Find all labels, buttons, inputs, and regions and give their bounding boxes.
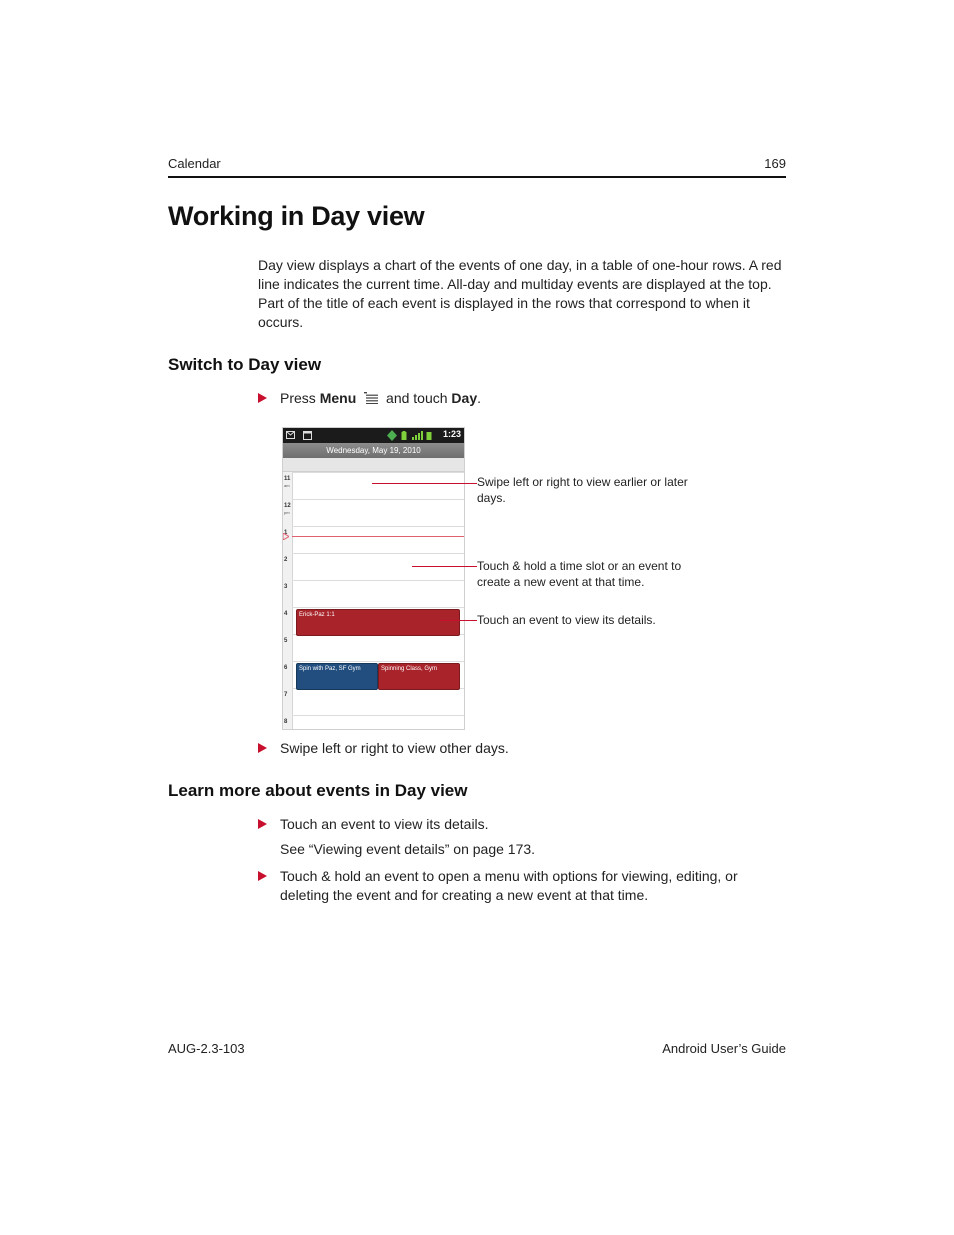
callout-touch-hold: Touch & hold a time slot or an event to create a new event at that time. <box>477 559 682 589</box>
learn-bullet-2 <box>258 867 788 907</box>
event-erick-paz[interactable]: Erick-Paz 1:1 <box>296 609 460 636</box>
pm-label: pm <box>284 510 290 515</box>
see-also-reference: See “Viewing event details” on page 173. <box>280 841 536 857</box>
hour-label: 4 <box>284 611 288 617</box>
bullet-arrow-icon <box>258 819 267 829</box>
header-rule <box>168 176 786 178</box>
callout-line-touch-hold <box>412 566 477 567</box>
battery-icon <box>401 431 407 440</box>
hour-label: 8 <box>284 719 288 725</box>
menu-icon <box>364 392 378 404</box>
hour-label: 2 <box>284 557 288 563</box>
event-spinning-class[interactable]: Spinning Class, Gym <box>378 663 460 690</box>
menu-key-label: Menu <box>319 390 357 406</box>
hour-label: 12 <box>284 503 291 509</box>
callout-line-touch-event <box>440 620 477 621</box>
bullet-arrow-icon <box>258 393 267 403</box>
learn-bullet-1 <box>258 815 788 835</box>
hour-label: 1 <box>284 530 288 536</box>
learn-heading: Learn more about events in Day view <box>168 781 468 800</box>
hour-line <box>292 661 464 662</box>
status-bar <box>283 428 464 443</box>
callout-swipe: Swipe left or right to view earlier or later days. <box>477 475 688 505</box>
switch-step-2 <box>258 739 788 759</box>
date-bar[interactable]: Wednesday, May 19, 2010 <box>283 443 464 458</box>
hour-label: 3 <box>284 584 288 590</box>
status-time: 1:23 <box>442 429 461 439</box>
sync-icon <box>387 430 397 441</box>
step-text: Press <box>280 390 316 406</box>
bullet-text: Touch & hold an event to open a menu with options for viewing, editing, or deleting the event and for creating a new event at that time. <box>280 868 738 903</box>
hour-line <box>292 472 464 473</box>
day-view-screenshot <box>282 427 465 730</box>
hour-line <box>292 499 464 500</box>
hour-line <box>292 553 464 554</box>
hour-label: 11 <box>284 476 291 482</box>
step-text: Swipe left or right to view other days. <box>280 740 509 756</box>
page-number: 169 <box>764 156 786 171</box>
step-text: and touch <box>386 390 448 406</box>
running-header-section: Calendar <box>168 156 221 171</box>
step-punct: . <box>477 390 481 406</box>
calendar-notification-icon <box>303 431 312 440</box>
bullet-arrow-icon <box>258 743 267 753</box>
switch-step-1 <box>258 389 788 409</box>
hour-label: 5 <box>284 638 288 644</box>
battery-level-icon <box>426 431 432 440</box>
footer-doc-id: AUG-2.3-103 <box>168 1041 245 1056</box>
hour-line <box>292 715 464 716</box>
hour-label: 7 <box>284 692 288 698</box>
event-spin-with-paz[interactable]: Spin with Paz, SF Gym <box>296 663 378 690</box>
current-time-line <box>292 536 464 537</box>
signal-icon <box>412 431 423 440</box>
page-title: Working in Day view <box>168 201 425 231</box>
all-day-area[interactable] <box>283 458 464 472</box>
current-time-marker-icon <box>283 533 289 540</box>
day-option-label: Day <box>451 390 478 406</box>
switch-heading: Switch to Day view <box>168 355 322 374</box>
am-label: am <box>284 483 290 488</box>
email-icon <box>286 431 295 439</box>
hour-line <box>292 607 464 608</box>
bullet-arrow-icon <box>258 871 267 881</box>
hour-line <box>292 580 464 581</box>
footer-guide-title: Android User’s Guide <box>662 1041 786 1056</box>
hour-label: 6 <box>284 665 288 671</box>
callout-line-swipe <box>372 483 477 484</box>
callout-touch-event: Touch an event to view its details. <box>477 613 656 627</box>
hour-line <box>292 526 464 527</box>
intro-paragraph: Day view displays a chart of the events of one day, in a table of one-hour rows. A red line indicates the current time. All-day and multiday events are displayed at the top. Part of the title of each event is displayed in the rows that correspond to when it occurs. <box>258 257 782 330</box>
bullet-text: Touch an event to view its details. <box>280 816 489 832</box>
